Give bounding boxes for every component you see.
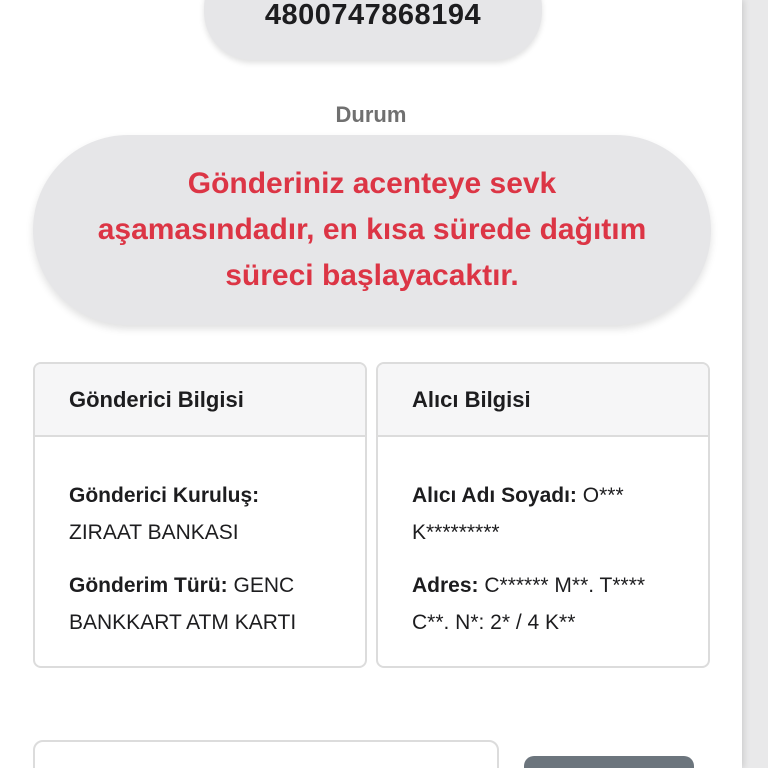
sender-institution-value: ZIRAAT BANKASI (69, 521, 239, 544)
status-pill (33, 135, 711, 325)
bottom-action-button[interactable] (524, 756, 694, 768)
status-message: Gönderiniz acenteye sevk aşamasındadır, en kısa sürede dağıtım süreci başlayacaktır. (97, 167, 647, 292)
tracking-number-pill (204, 0, 542, 60)
receiver-name-row (412, 477, 688, 551)
receiver-card-body (378, 437, 708, 641)
sender-info-card (33, 362, 367, 668)
shipment-type-label: Gönderim Türü: (69, 574, 228, 597)
receiver-card-header: Alıcı Bilgisi (378, 364, 708, 437)
receiver-address-label: Adres: (412, 574, 479, 597)
bottom-input-field[interactable] (33, 740, 499, 768)
receiver-address-row (412, 567, 688, 641)
receiver-info-card (376, 362, 710, 668)
sender-card-body (35, 437, 365, 641)
shipment-type-value: GENC BANKKART ATM KARTI (69, 574, 297, 634)
sender-card-header: Gönderici Bilgisi (35, 364, 365, 437)
sender-institution-row (69, 477, 345, 551)
status-label: Durum (335, 102, 407, 127)
shipment-type-row (69, 567, 345, 641)
receiver-name-label: Alıcı Adı Soyadı: (412, 484, 577, 507)
tracking-number: 4800747868194 (264, 0, 482, 31)
receiver-name-value: O*** K********* (412, 484, 624, 544)
sender-institution-label: Gönderici Kuruluş: (69, 484, 260, 507)
receiver-address-value: C****** M**. T**** C**. N*: 2* / 4 K** (412, 574, 646, 634)
